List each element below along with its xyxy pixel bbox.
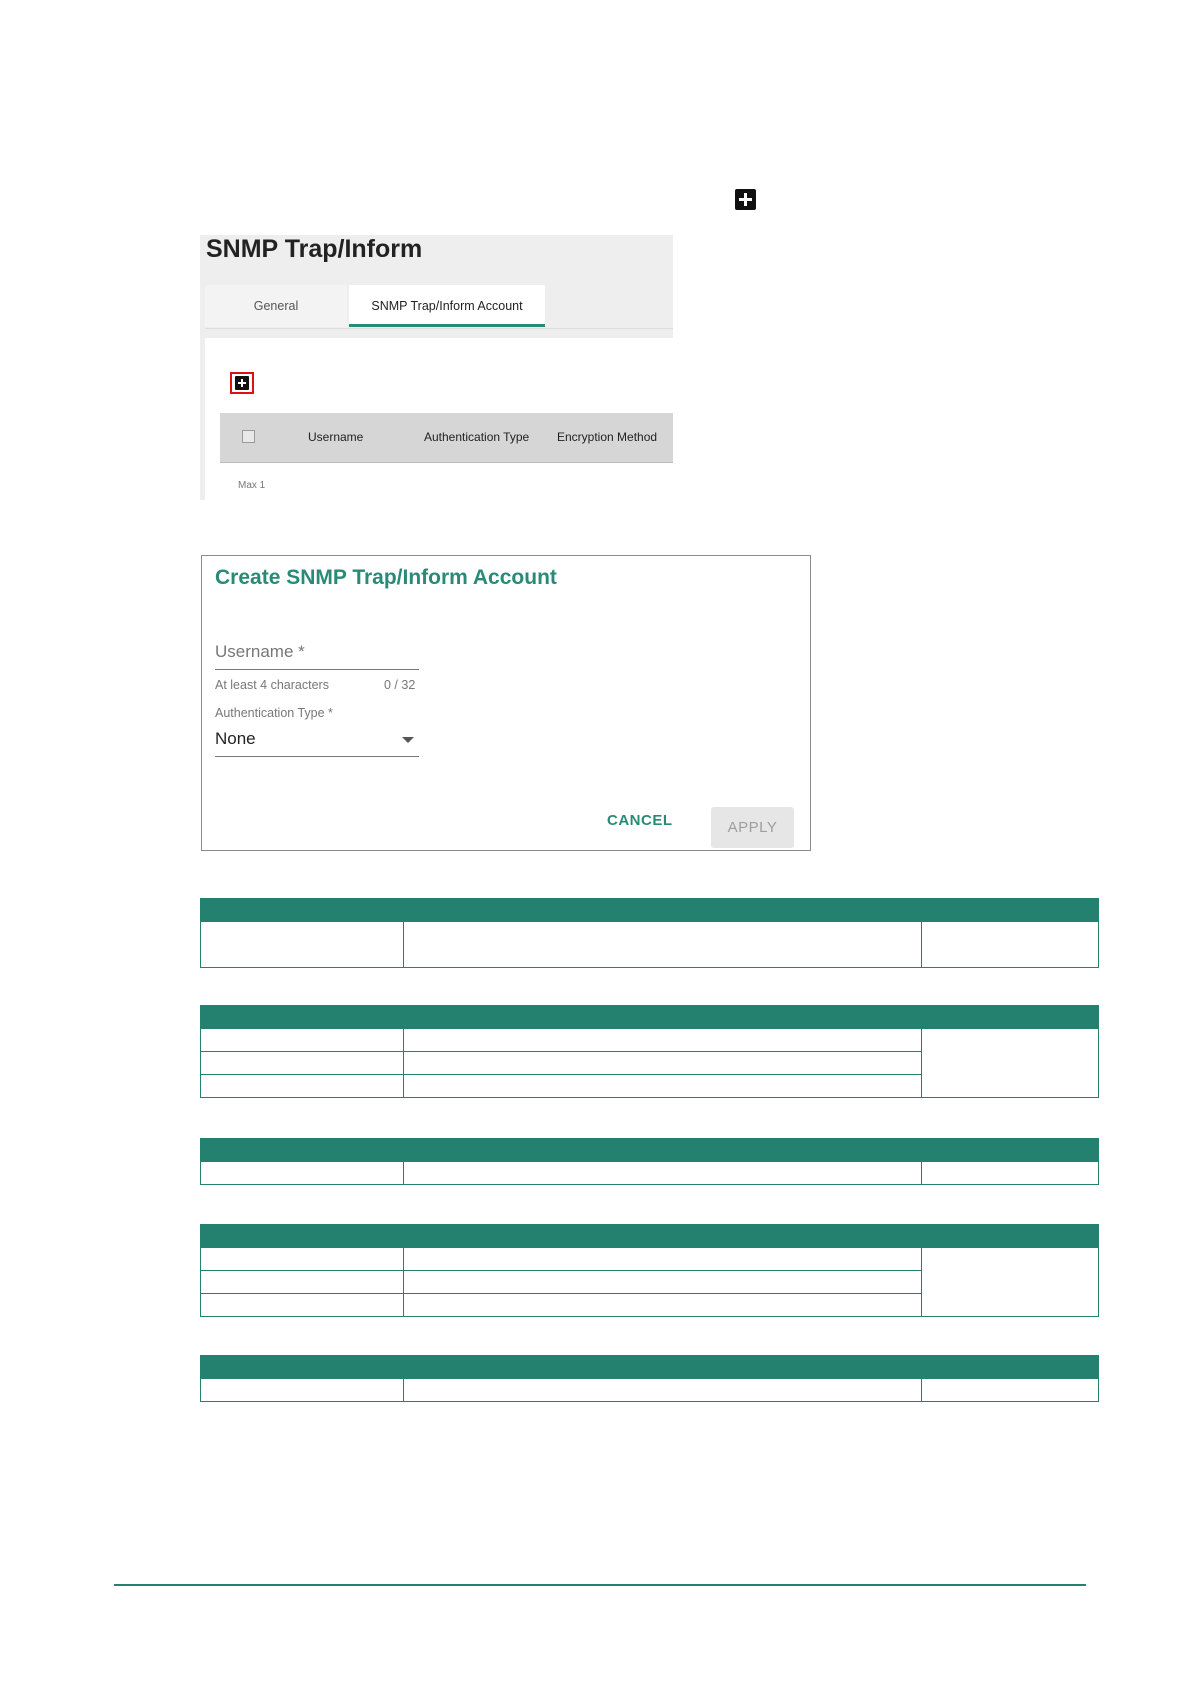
- add-button-highlight[interactable]: [230, 372, 254, 394]
- table-header-row: [201, 1139, 1099, 1162]
- auth-type-select[interactable]: None: [215, 729, 256, 748]
- footer-divider: [114, 1584, 1086, 1586]
- username-field[interactable]: Username *: [215, 642, 305, 661]
- settings-table-2: [200, 1005, 1099, 1098]
- settings-table-5: [200, 1355, 1099, 1402]
- table-row: [201, 1162, 1099, 1185]
- apply-button[interactable]: APPLY: [711, 807, 794, 848]
- page-title: SNMP Trap/Inform: [206, 235, 423, 263]
- settings-table-3: [200, 1138, 1099, 1185]
- table-header-row: [201, 1006, 1099, 1029]
- username-counter: 0 / 32: [384, 678, 416, 692]
- column-username[interactable]: Username: [308, 430, 364, 444]
- table-header-row: [201, 899, 1099, 922]
- chevron-down-icon[interactable]: [402, 737, 414, 743]
- table-row: [201, 1029, 1099, 1052]
- trap-inform-screenshot: [200, 235, 673, 500]
- auth-type-label: Authentication Type *: [215, 706, 333, 720]
- table-row: [201, 922, 1099, 968]
- table-header-row: [201, 1356, 1099, 1379]
- plus-vertical: [744, 193, 747, 206]
- tab-trap-inform-account[interactable]: SNMP Trap/Inform Account: [349, 285, 545, 327]
- plus-vertical: [241, 379, 243, 387]
- table-row: [201, 1379, 1099, 1402]
- column-encryption-method[interactable]: Encryption Method: [557, 430, 658, 444]
- add-icon: [235, 376, 249, 390]
- select-all-checkbox[interactable]: [242, 430, 255, 443]
- column-authentication-type[interactable]: Authentication Type: [424, 430, 530, 444]
- dialog-title: Create SNMP Trap/Inform Account: [215, 566, 557, 589]
- table-header-row: [201, 1225, 1099, 1248]
- create-account-dialog: [201, 555, 811, 851]
- account-table-header: [220, 413, 673, 463]
- tab-general[interactable]: General: [205, 285, 347, 327]
- auth-type-underline: [215, 756, 419, 757]
- settings-table-4: [200, 1224, 1099, 1317]
- account-panel: [205, 338, 673, 500]
- max-entries-text: Max 1: [238, 480, 266, 491]
- tab-divider: [205, 328, 673, 329]
- cancel-button[interactable]: CANCEL: [607, 812, 673, 829]
- add-icon[interactable]: [735, 189, 756, 210]
- username-hint: At least 4 characters: [215, 678, 329, 692]
- settings-table-1: [200, 898, 1099, 968]
- table-row: [201, 1248, 1099, 1271]
- username-underline: [215, 669, 419, 670]
